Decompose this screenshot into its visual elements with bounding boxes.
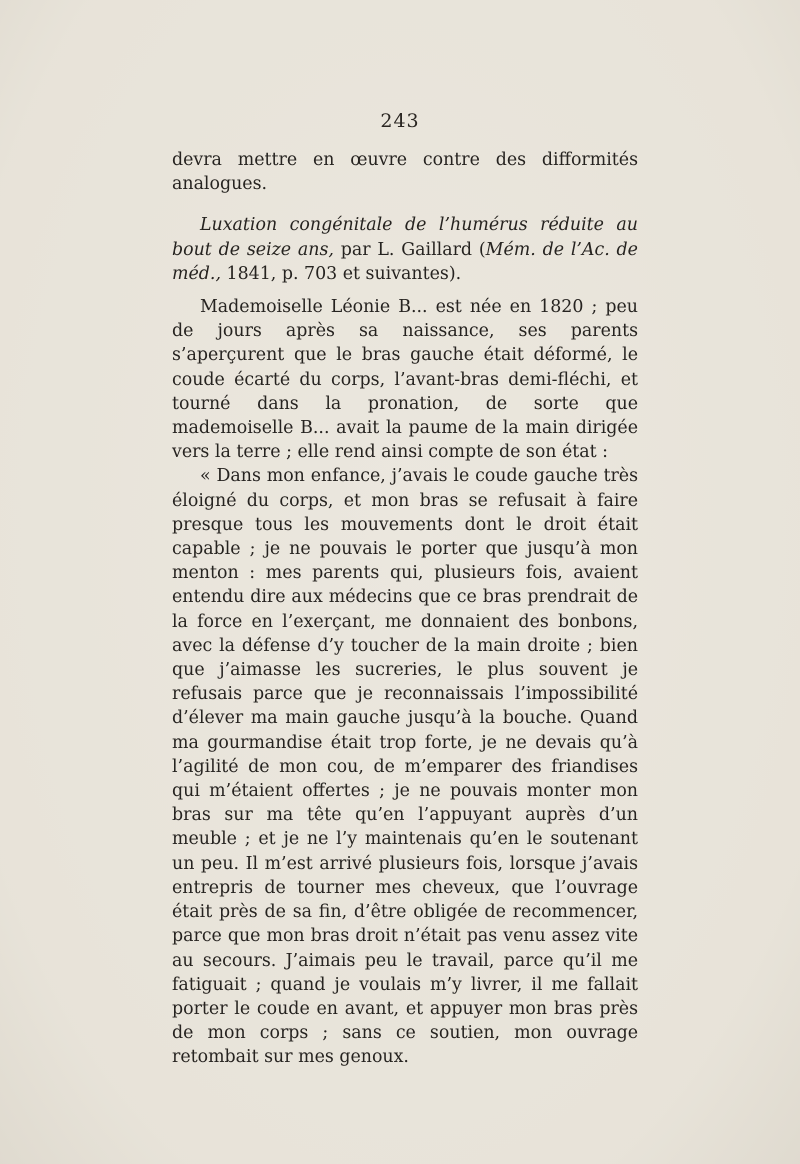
text-block bbox=[172, 148, 638, 1070]
opening-sentence: devra mettre en œuvre contre des difformités analogues. bbox=[172, 150, 638, 195]
reference-journal: Mém. de l’Ac. de méd., bbox=[172, 239, 638, 284]
spacer bbox=[172, 286, 638, 295]
reference-rest: 1841, p. 703 et suivantes). bbox=[220, 263, 462, 284]
paragraph-1: Mademoiselle Léonie B... est née en 1820 ; peu de jours après sa naissance, ses parents s’aperçurent que le bras gauche était déformé, le coude écarté du corps, l’avant-bras demi-fléchi, et tourné dans la pronation, de sorte que mademoiselle B... avait la paume de la main dirigée vers la terre ; elle rend ainsi compte de son état : bbox=[172, 297, 638, 463]
author-prefix: par bbox=[333, 239, 378, 260]
page-number: 243 bbox=[380, 110, 420, 132]
spacer bbox=[172, 196, 638, 213]
title-italic: Luxation congénitale de l’humérus réduite au bout de seize ans, bbox=[172, 215, 638, 260]
section-title bbox=[172, 213, 638, 286]
paragraph-2-quote: « Dans mon enfance, j’avais le coude gauche très éloigné du corps, et mon bras se refusait à faire presque tous les mouvements dont le droit était capable ; je ne pouvais le porter que jusqu’à mon menton : mes parents qui, plusieurs fois, avaient entendu dire aux médecins que ce bras prendrait de la force en l’exerçant, me donnaient des bonbons, avec la défense d’y toucher de la main droite ; bien que j’aimasse les sucreries, le plus souvent je refusais parce que je reconnaissais l’impossibilité d’élever ma main gauche jusqu’à la bouche. Quand ma gourmandise était trop forte, je ne devais qu’à l’agilité de mon cou, de m’emparer des friandises qui m’étaient offertes ; je ne pouvais monter mon bras sur ma tête qu’en l’appuyant auprès d’un meuble ; et je ne l’y maintenais qu’en le soutenant un peu. Il m’est arrivé plusieurs fois, lorsque j’avais entrepris de tourner mes cheveux, que l’ouvrage était près de sa fin, d’être obligée de recommencer, parce que mon bras droit n’était pas venu assez vite au secours. J’aimais peu le travail, parce qu’il me fatiguait ; quand je voulais m’y livrer, il me fallait porter le coude en avant, et appuyer mon bras près de mon corps ; sans ce soutien, mon ouvrage retombait sur mes genoux. bbox=[172, 466, 638, 1068]
author-name: L. Gaillard bbox=[377, 239, 473, 260]
reference-open: ( bbox=[472, 239, 486, 260]
